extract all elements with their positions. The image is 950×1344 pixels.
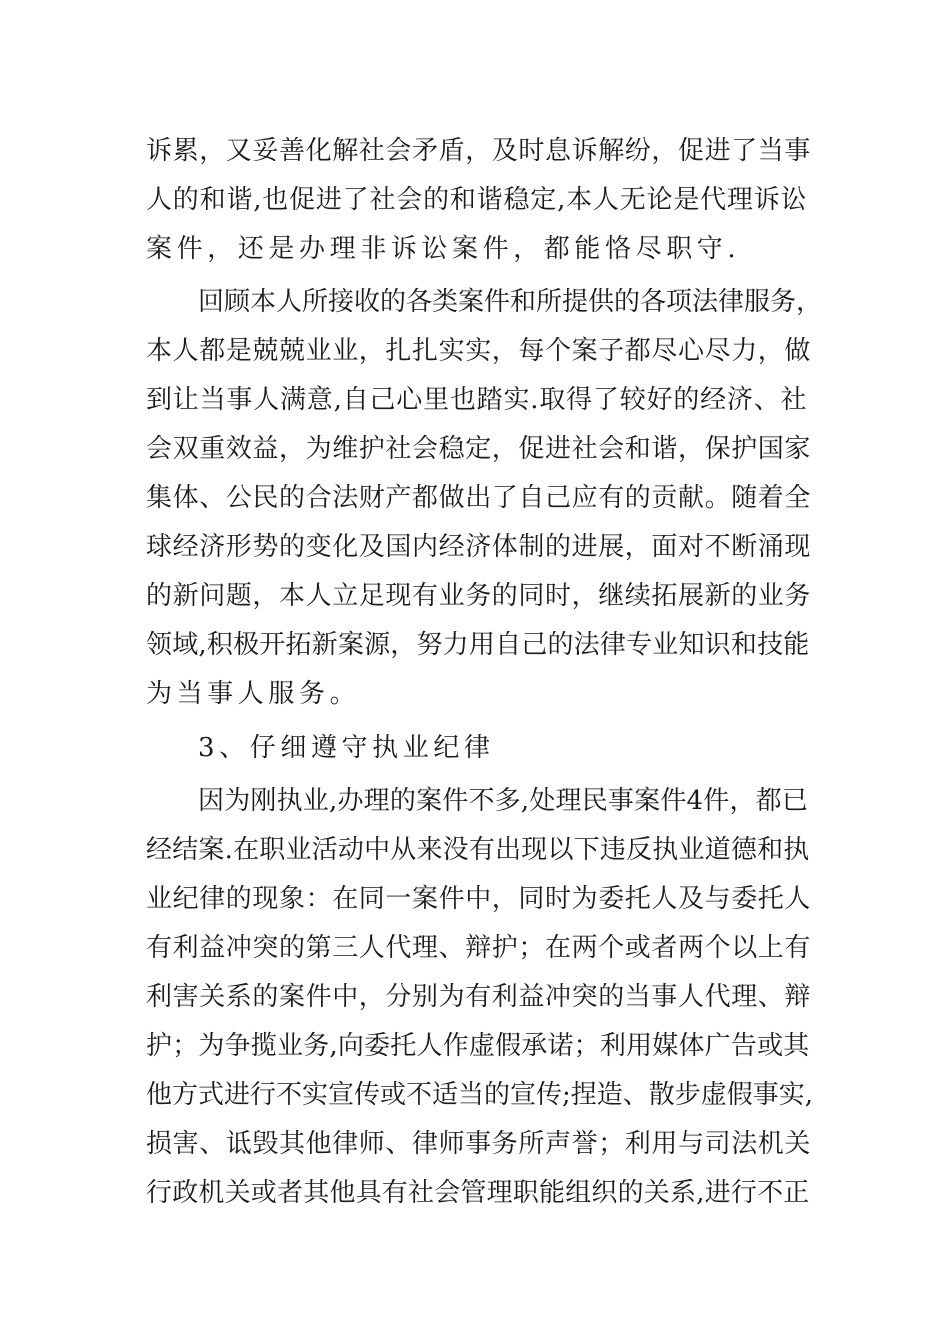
text-line: 人的和谐,也促进了社会的和谐稳定,本人无论是代理诉讼 — [146, 185, 808, 215]
text-line: 的新问题，本人立足现有业务的同时，继续拓展新的业务 — [146, 581, 812, 611]
text-line: 业纪律的现象：在同一案件中，同时为委托人及与委托人 — [146, 884, 812, 914]
text-line: 行政机关或者其他具有社会管理职能组织的关系,进行不正 — [146, 1178, 810, 1208]
text-line: 案件，还是办理非诉讼案件，都能恪尽职守. — [146, 234, 741, 264]
text-line: 本人都是兢兢业业，扎扎实实，每个案子都尽心尽力，做 — [146, 336, 812, 366]
text-line: 损害、诋毁其他律师、律师事务所声誉；利用与司法机关 — [146, 1129, 812, 1159]
section-heading: 3、仔细遵守执业纪律 — [198, 733, 495, 763]
paragraph-start-line: 因为刚执业,办理的案件不多,处理民事案件4件，都已 — [198, 786, 809, 816]
text-line: 他方式进行不实宣传或不适当的宣传;捏造、散步虚假事实, — [146, 1080, 814, 1110]
text-line: 有利益冲突的第三人代理、辩护；在两个或者两个以上有 — [146, 933, 812, 963]
text-line: 球经济形势的变化及国内经济体制的进展，面对不断涌现 — [146, 532, 812, 562]
text-line: 诉累，又妥善化解社会矛盾，及时息诉解纷，促进了当事 — [146, 136, 812, 166]
text-line: 为当事人服务。 — [146, 679, 361, 709]
text-line: 经结案.在职业活动中从来没有出现以下违反执业道德和执 — [146, 835, 810, 865]
text-line: 利害关系的案件中，分别为有利益冲突的当事人代理、辩 — [146, 982, 812, 1012]
text-line: 集体、公民的合法财产都做出了自己应有的贡献。随着全 — [146, 483, 812, 513]
text-line: 会双重效益，为维护社会稳定，促进社会和谐，保护国家 — [146, 434, 812, 464]
text-line: 领域,积极开拓新案源，努力用自己的法律专业知识和技能 — [146, 630, 810, 660]
text-line: 护；为争揽业务,向委托人作虚假承诺；利用媒体广告或其 — [146, 1031, 810, 1061]
paragraph-start-line: 回顾本人所接收的各类案件和所提供的各项法律服务， — [198, 287, 823, 317]
text-line: 到让当事人满意,自己心里也踏实.取得了较好的经济、社 — [146, 385, 808, 415]
